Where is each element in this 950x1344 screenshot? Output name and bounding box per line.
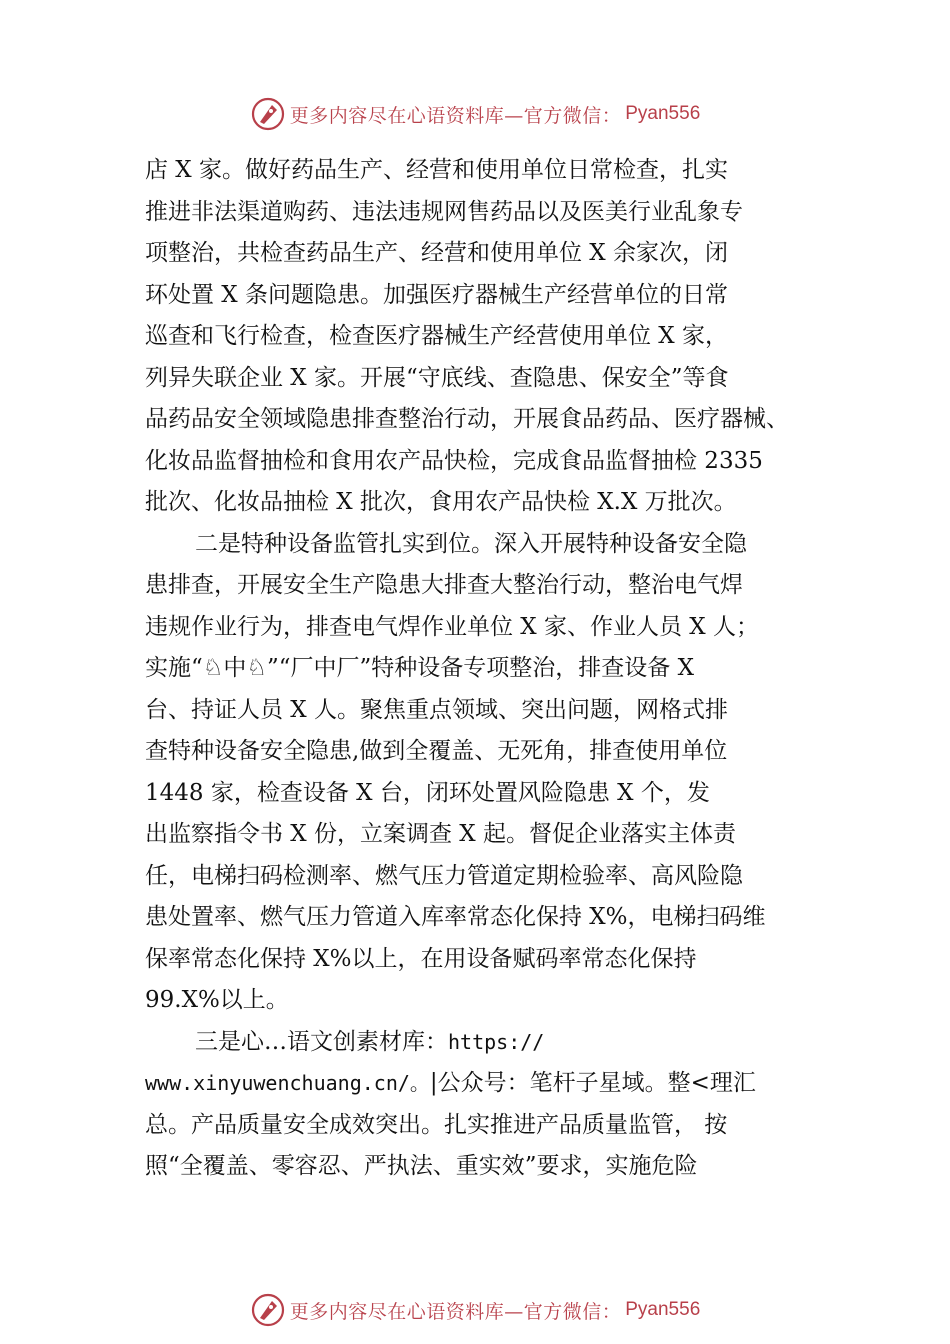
header-banner: [0, 94, 950, 134]
body-line: 台、持证人员 X 人。聚焦重点领域、突出问题，网格式排: [145, 696, 728, 723]
body-line: 违规作业行为，排查电气焊作业单位 X 家、作业人员 X 人；: [145, 613, 759, 640]
source-url: www.xinyuwenchuang.cn/。: [145, 1071, 430, 1095]
footer-banner: [0, 1290, 950, 1330]
body-line: 患处置率、燃气压力管道入库率常态化保持 X%，电梯扫码维: [145, 904, 766, 930]
body-line: 批次、化妆品抽检 X 批次，食用农产品快检 X.X 万批次。: [145, 489, 737, 515]
body-line: 三是心…语文创素材库：: [195, 1028, 448, 1055]
header-banner-handle: Pyan556: [625, 103, 701, 124]
body-line: 项整治，共检查药品生产、经营和使用单位 X 余家次，闭: [145, 240, 728, 266]
body-line: 店 X 家。做好药品生产、经营和使用单位日常检查，扎实: [145, 157, 728, 183]
body-line: 查特种设备安全隐患,做到全覆盖、无死角，排查使用单位: [145, 738, 728, 764]
body-line: 列异失联企业 X 家。开展“守底线、查隐患、保安全”等食: [145, 364, 729, 391]
body-line: 99.X%以上。: [145, 987, 289, 1013]
body-line: 品药品安全领域隐患排查整治行动，开展食品药品、医疗器械、: [145, 406, 789, 432]
pen-nib-logo-icon: [250, 96, 286, 132]
body-line: 保率常态化保持 X%以上，在用设备赋码率常态化保持: [145, 945, 697, 972]
source-url-part: https://: [448, 1029, 545, 1054]
body-line: 出监察指令书 X 份，立案调查 X 起。督促企业落实主体责: [145, 821, 736, 847]
footer-banner-text: 更多内容尽在心语资料库—官方微信：: [289, 1300, 622, 1323]
body-line: 化妆品监督抽检和食用农产品快检，完成食品监督抽检 2335: [145, 447, 763, 474]
body-line: |公众号：笔杆子星域。整<理汇: [429, 1070, 756, 1096]
header-banner-text: 更多内容尽在心语资料库—官方微信：: [289, 104, 622, 127]
body-line: 巡查和飞行检查，检查医疗器械生产经营使用单位 X 家，: [145, 323, 728, 349]
body-line: 总。产品质量安全成效突出。扎实推进产品质量监管， 按: [145, 1111, 728, 1138]
body-line: 推进非法渠道购药、违法违规网售药品以及医美行业乱象专: [145, 198, 743, 225]
body-line-url: [145, 1063, 825, 1105]
body-line: 任，电梯扫码检测率、燃气压力管道定期检验率、高风险隐: [145, 862, 743, 889]
footer-banner-handle: Pyan556: [625, 1299, 701, 1320]
document-body: [145, 150, 825, 1188]
body-line: 1448 家，检查设备 X 台，闭环处置风险隐患 X 个，发: [145, 779, 710, 806]
body-line: 环处置 X 条问题隐患。加强医疗器械生产经营单位的日常: [145, 281, 728, 308]
paragraph-heading-2: 二是特种设备监管扎实到位。深入开展特种设备安全隐: [195, 530, 747, 557]
pen-nib-logo-icon: [250, 1292, 286, 1328]
body-line: 实施“♘中♘”“厂中厂”特种设备专项整治，排查设备 X: [145, 655, 694, 681]
paragraph-heading-3: [145, 1022, 825, 1064]
body-line: 照“全覆盖、零容忍、严执法、重实效”要求，实施危险: [145, 1153, 698, 1179]
body-line: 患排查，开展安全生产隐患大排查大整治行动，整治电气焊: [145, 572, 743, 598]
